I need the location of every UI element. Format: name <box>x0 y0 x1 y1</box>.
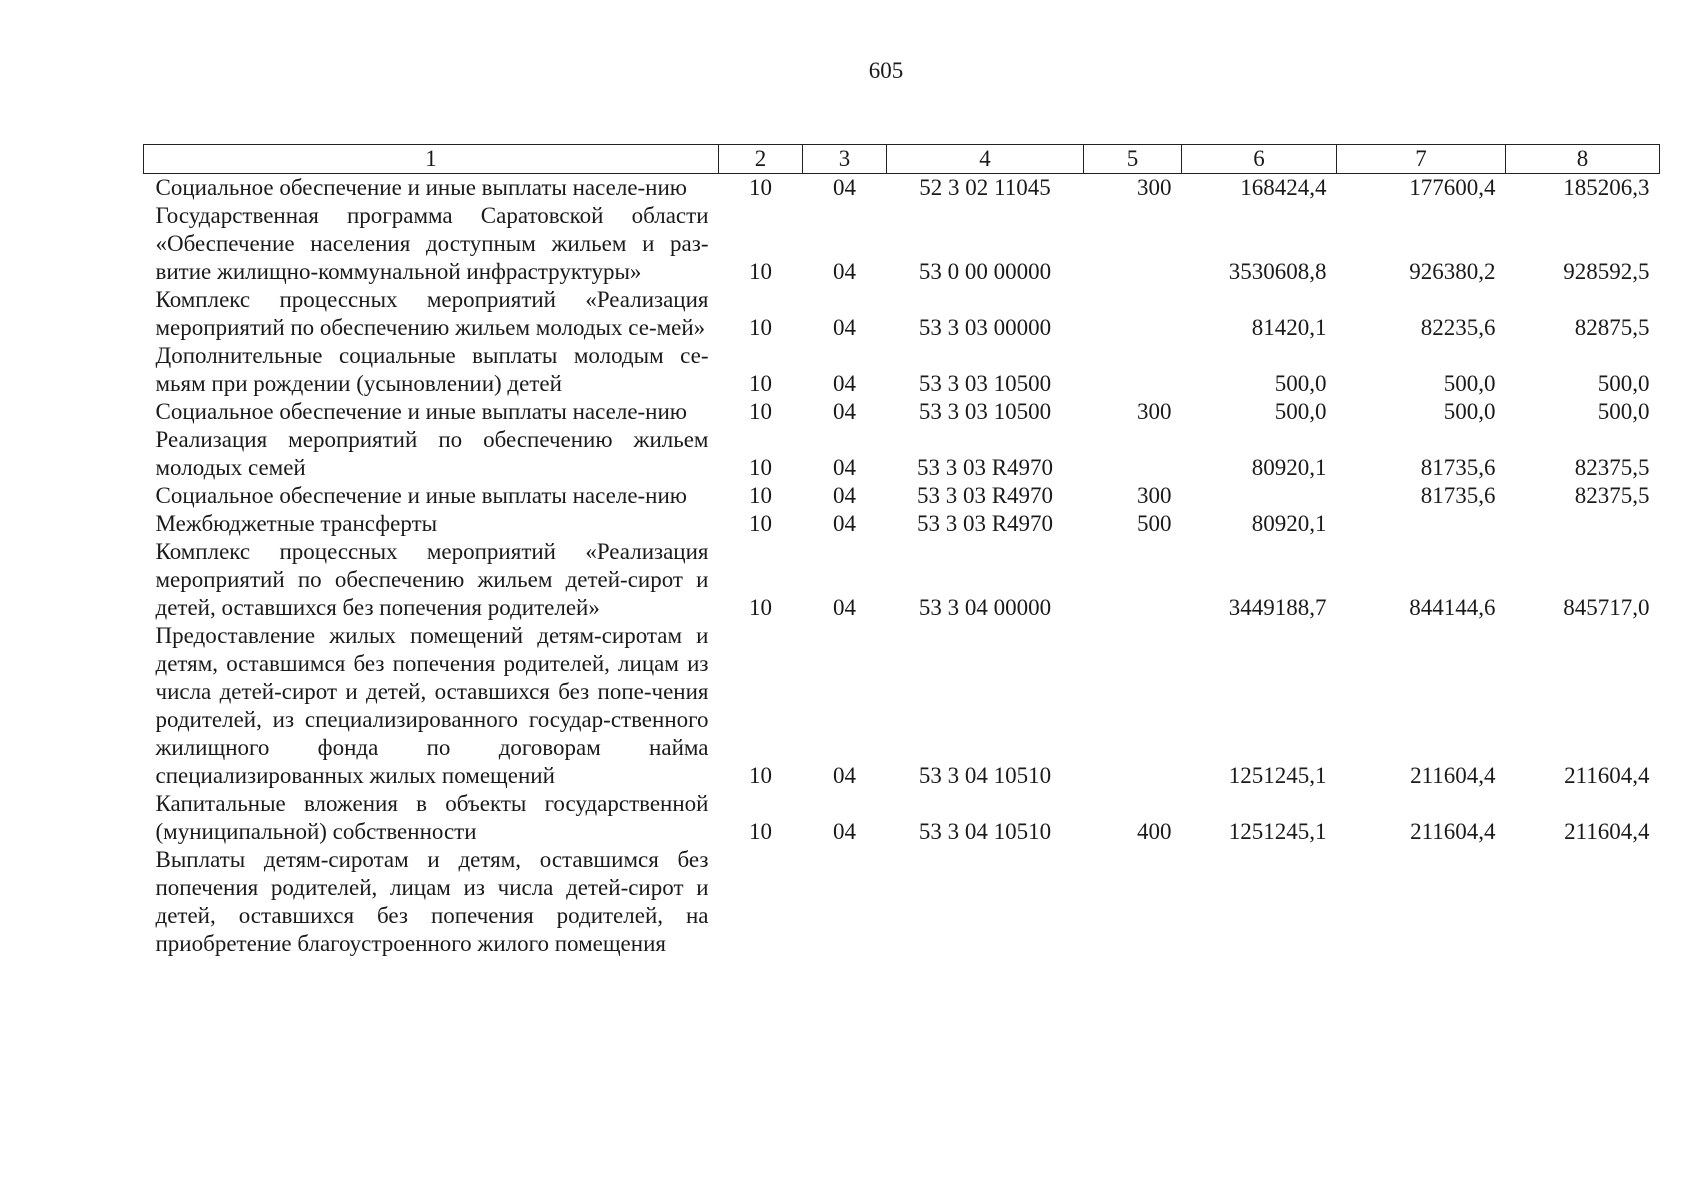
column-header-6: 6 <box>1182 145 1337 174</box>
row-name: Социальное обеспечение и иные выплаты населе-нию <box>155 483 687 508</box>
row-subsection: 04 <box>833 595 856 620</box>
row-amount-col8: 928592,5 <box>1563 259 1650 284</box>
row-amount-col8 <box>1506 846 1660 958</box>
row-amount-col6: 1251245,1 <box>1228 763 1327 788</box>
table-row <box>144 846 1660 958</box>
row-amount-col6: 3449188,7 <box>1228 595 1327 620</box>
row-expense-type: 500 <box>1137 511 1172 536</box>
row-expense-type: 400 <box>1137 819 1172 844</box>
row-amount-col6: 80920,1 <box>1251 455 1327 480</box>
row-section: 10 <box>749 455 772 480</box>
row-section: 10 <box>749 763 772 788</box>
page-number: 605 <box>868 58 904 83</box>
row-subsection: 04 <box>833 763 856 788</box>
row-amount-col7: 211604,4 <box>1410 819 1496 844</box>
row-amount-col6 <box>1182 846 1337 958</box>
row-target-code: 53 3 03 10500 <box>918 399 1052 424</box>
row-target-code <box>887 846 1084 958</box>
row-target-code: 53 0 00 00000 <box>918 259 1052 284</box>
table-row <box>144 538 1660 622</box>
row-subsection: 04 <box>833 175 856 200</box>
row-amount-col8: 211604,4 <box>1564 763 1650 788</box>
row-amount-col6 <box>1182 482 1337 510</box>
table-row <box>144 426 1660 482</box>
table-row <box>144 174 1660 203</box>
row-target-code: 53 3 03 R4970 <box>916 455 1054 480</box>
table-row <box>144 398 1660 426</box>
column-header-1: 1 <box>144 145 719 174</box>
column-header-7: 7 <box>1337 145 1506 174</box>
row-subsection: 04 <box>833 315 856 340</box>
row-amount-col8: 500,0 <box>1597 399 1650 424</box>
row-amount-col8 <box>1506 510 1660 538</box>
row-section: 10 <box>749 399 772 424</box>
row-amount-col6: 81420,1 <box>1251 315 1327 340</box>
row-section <box>719 846 803 958</box>
row-name: Комплекс процессных мероприятий «Реализация мероприятий по обеспечению жильем молодых се-мей» <box>155 287 709 340</box>
row-subsection: 04 <box>833 483 856 508</box>
row-section: 10 <box>749 175 772 200</box>
row-amount-col7: 844144,6 <box>1409 595 1496 620</box>
row-amount-col7: 500,0 <box>1443 399 1496 424</box>
row-name: Капитальные вложения в объекты государственной (муниципальной) собственности <box>155 791 709 844</box>
row-expense-type <box>1084 426 1182 482</box>
row-amount-col7: 926380,2 <box>1409 259 1496 284</box>
table-row <box>144 202 1660 286</box>
row-target-code: 53 3 04 10510 <box>918 819 1052 844</box>
table-row <box>144 286 1660 342</box>
row-amount-col6: 168424,4 <box>1240 175 1327 200</box>
row-expense-type <box>1084 538 1182 622</box>
row-target-code: 53 3 04 10510 <box>918 763 1052 788</box>
header-row <box>144 145 1660 174</box>
row-section: 10 <box>749 595 772 620</box>
row-expense-type <box>1084 846 1182 958</box>
row-subsection: 04 <box>833 819 856 844</box>
row-section: 10 <box>749 483 772 508</box>
column-header-8: 8 <box>1506 145 1660 174</box>
row-amount-col7: 177600,4 <box>1409 175 1496 200</box>
row-amount-col8: 500,0 <box>1597 371 1650 396</box>
row-section: 10 <box>749 371 772 396</box>
row-name: Выплаты детям-сиротам и детям, оставшимся без попечения родителей, лицам из числа детей-сирот и детей, оставшихся без попечения родителей, на приобретение благоустроенного жилого помещения <box>155 847 709 956</box>
row-section: 10 <box>749 315 772 340</box>
row-name: Социальное обеспечение и иные выплаты населе-нию <box>155 399 687 424</box>
table-row <box>144 622 1660 790</box>
table-row <box>144 342 1660 398</box>
row-subsection: 04 <box>833 511 856 536</box>
row-amount-col7 <box>1337 846 1506 958</box>
table-header <box>144 145 1660 174</box>
row-amount-col6: 500,0 <box>1274 371 1327 396</box>
row-name: Дополнительные социальные выплаты молодым се-мьям при рождении (усыновлении) детей <box>155 343 709 396</box>
row-section: 10 <box>749 511 772 536</box>
row-amount-col6: 80920,1 <box>1251 511 1327 536</box>
row-subsection: 04 <box>833 371 856 396</box>
row-section: 10 <box>749 819 772 844</box>
row-expense-type <box>1084 342 1182 398</box>
row-subsection <box>803 846 887 958</box>
row-amount-col8: 82375,5 <box>1574 455 1650 480</box>
row-amount-col6: 3530608,8 <box>1228 259 1327 284</box>
row-amount-col8: 82875,5 <box>1574 315 1650 340</box>
row-amount-col7: 81735,6 <box>1420 455 1496 480</box>
row-target-code: 52 3 02 11045 <box>919 175 1051 200</box>
row-expense-type <box>1084 286 1182 342</box>
row-amount-col8: 82375,5 <box>1574 483 1650 508</box>
row-section: 10 <box>749 259 772 284</box>
row-name: Комплекс процессных мероприятий «Реализация мероприятий по обеспечению жильем детей-сирот и детей, оставшихся без попечения родителей» <box>155 539 709 620</box>
row-amount-col7: 82235,6 <box>1420 315 1496 340</box>
row-amount-col7: 81735,6 <box>1420 483 1496 508</box>
row-target-code: 53 3 03 R4970 <box>916 483 1054 508</box>
row-amount-col7: 211604,4 <box>1410 763 1496 788</box>
row-name: Реализация мероприятий по обеспечению жильем молодых семей <box>155 427 709 480</box>
row-subsection: 04 <box>833 455 856 480</box>
column-header-5: 5 <box>1084 145 1182 174</box>
row-target-code: 53 3 04 00000 <box>918 595 1052 620</box>
row-amount-col8: 185206,3 <box>1563 175 1650 200</box>
row-expense-type: 300 <box>1137 483 1172 508</box>
row-name: Межбюджетные трансферты <box>155 511 438 536</box>
table-row <box>144 482 1660 510</box>
table-body <box>144 174 1660 959</box>
row-amount-col6: 500,0 <box>1274 399 1327 424</box>
row-expense-type: 300 <box>1137 399 1172 424</box>
table-row <box>144 790 1660 846</box>
row-amount-col7: 500,0 <box>1443 371 1496 396</box>
table-row <box>144 510 1660 538</box>
row-name: Предоставление жилых помещений детям-сиротам и детям, оставшимся без попечения родителей, лицам из числа детей-сирот и детей, оставшихся без попе-чения родителей, из специализированного государ-ственного жилищного фонда по договорам найма специализированных жилых помещений <box>155 623 709 788</box>
row-amount-col7 <box>1337 510 1506 538</box>
row-target-code: 53 3 03 R4970 <box>916 511 1054 536</box>
row-name: Социальное обеспечение и иные выплаты населе-нию <box>155 175 687 200</box>
row-amount-col6: 1251245,1 <box>1228 819 1327 844</box>
row-expense-type: 300 <box>1137 175 1172 200</box>
row-target-code: 53 3 03 00000 <box>918 315 1052 340</box>
row-name: Государственная программа Саратовской области «Обеспечение населения доступным жильем и раз-витие жилищно-коммунальной инфраструктуры» <box>155 203 709 284</box>
row-amount-col8: 845717,0 <box>1563 595 1650 620</box>
column-header-2: 2 <box>719 145 803 174</box>
row-subsection: 04 <box>833 399 856 424</box>
row-expense-type <box>1084 622 1182 790</box>
row-subsection: 04 <box>833 259 856 284</box>
budget-table <box>143 144 1660 958</box>
row-target-code: 53 3 03 10500 <box>918 371 1052 396</box>
row-amount-col8: 211604,4 <box>1564 819 1650 844</box>
column-header-3: 3 <box>803 145 887 174</box>
row-expense-type <box>1084 202 1182 286</box>
column-header-4: 4 <box>887 145 1084 174</box>
